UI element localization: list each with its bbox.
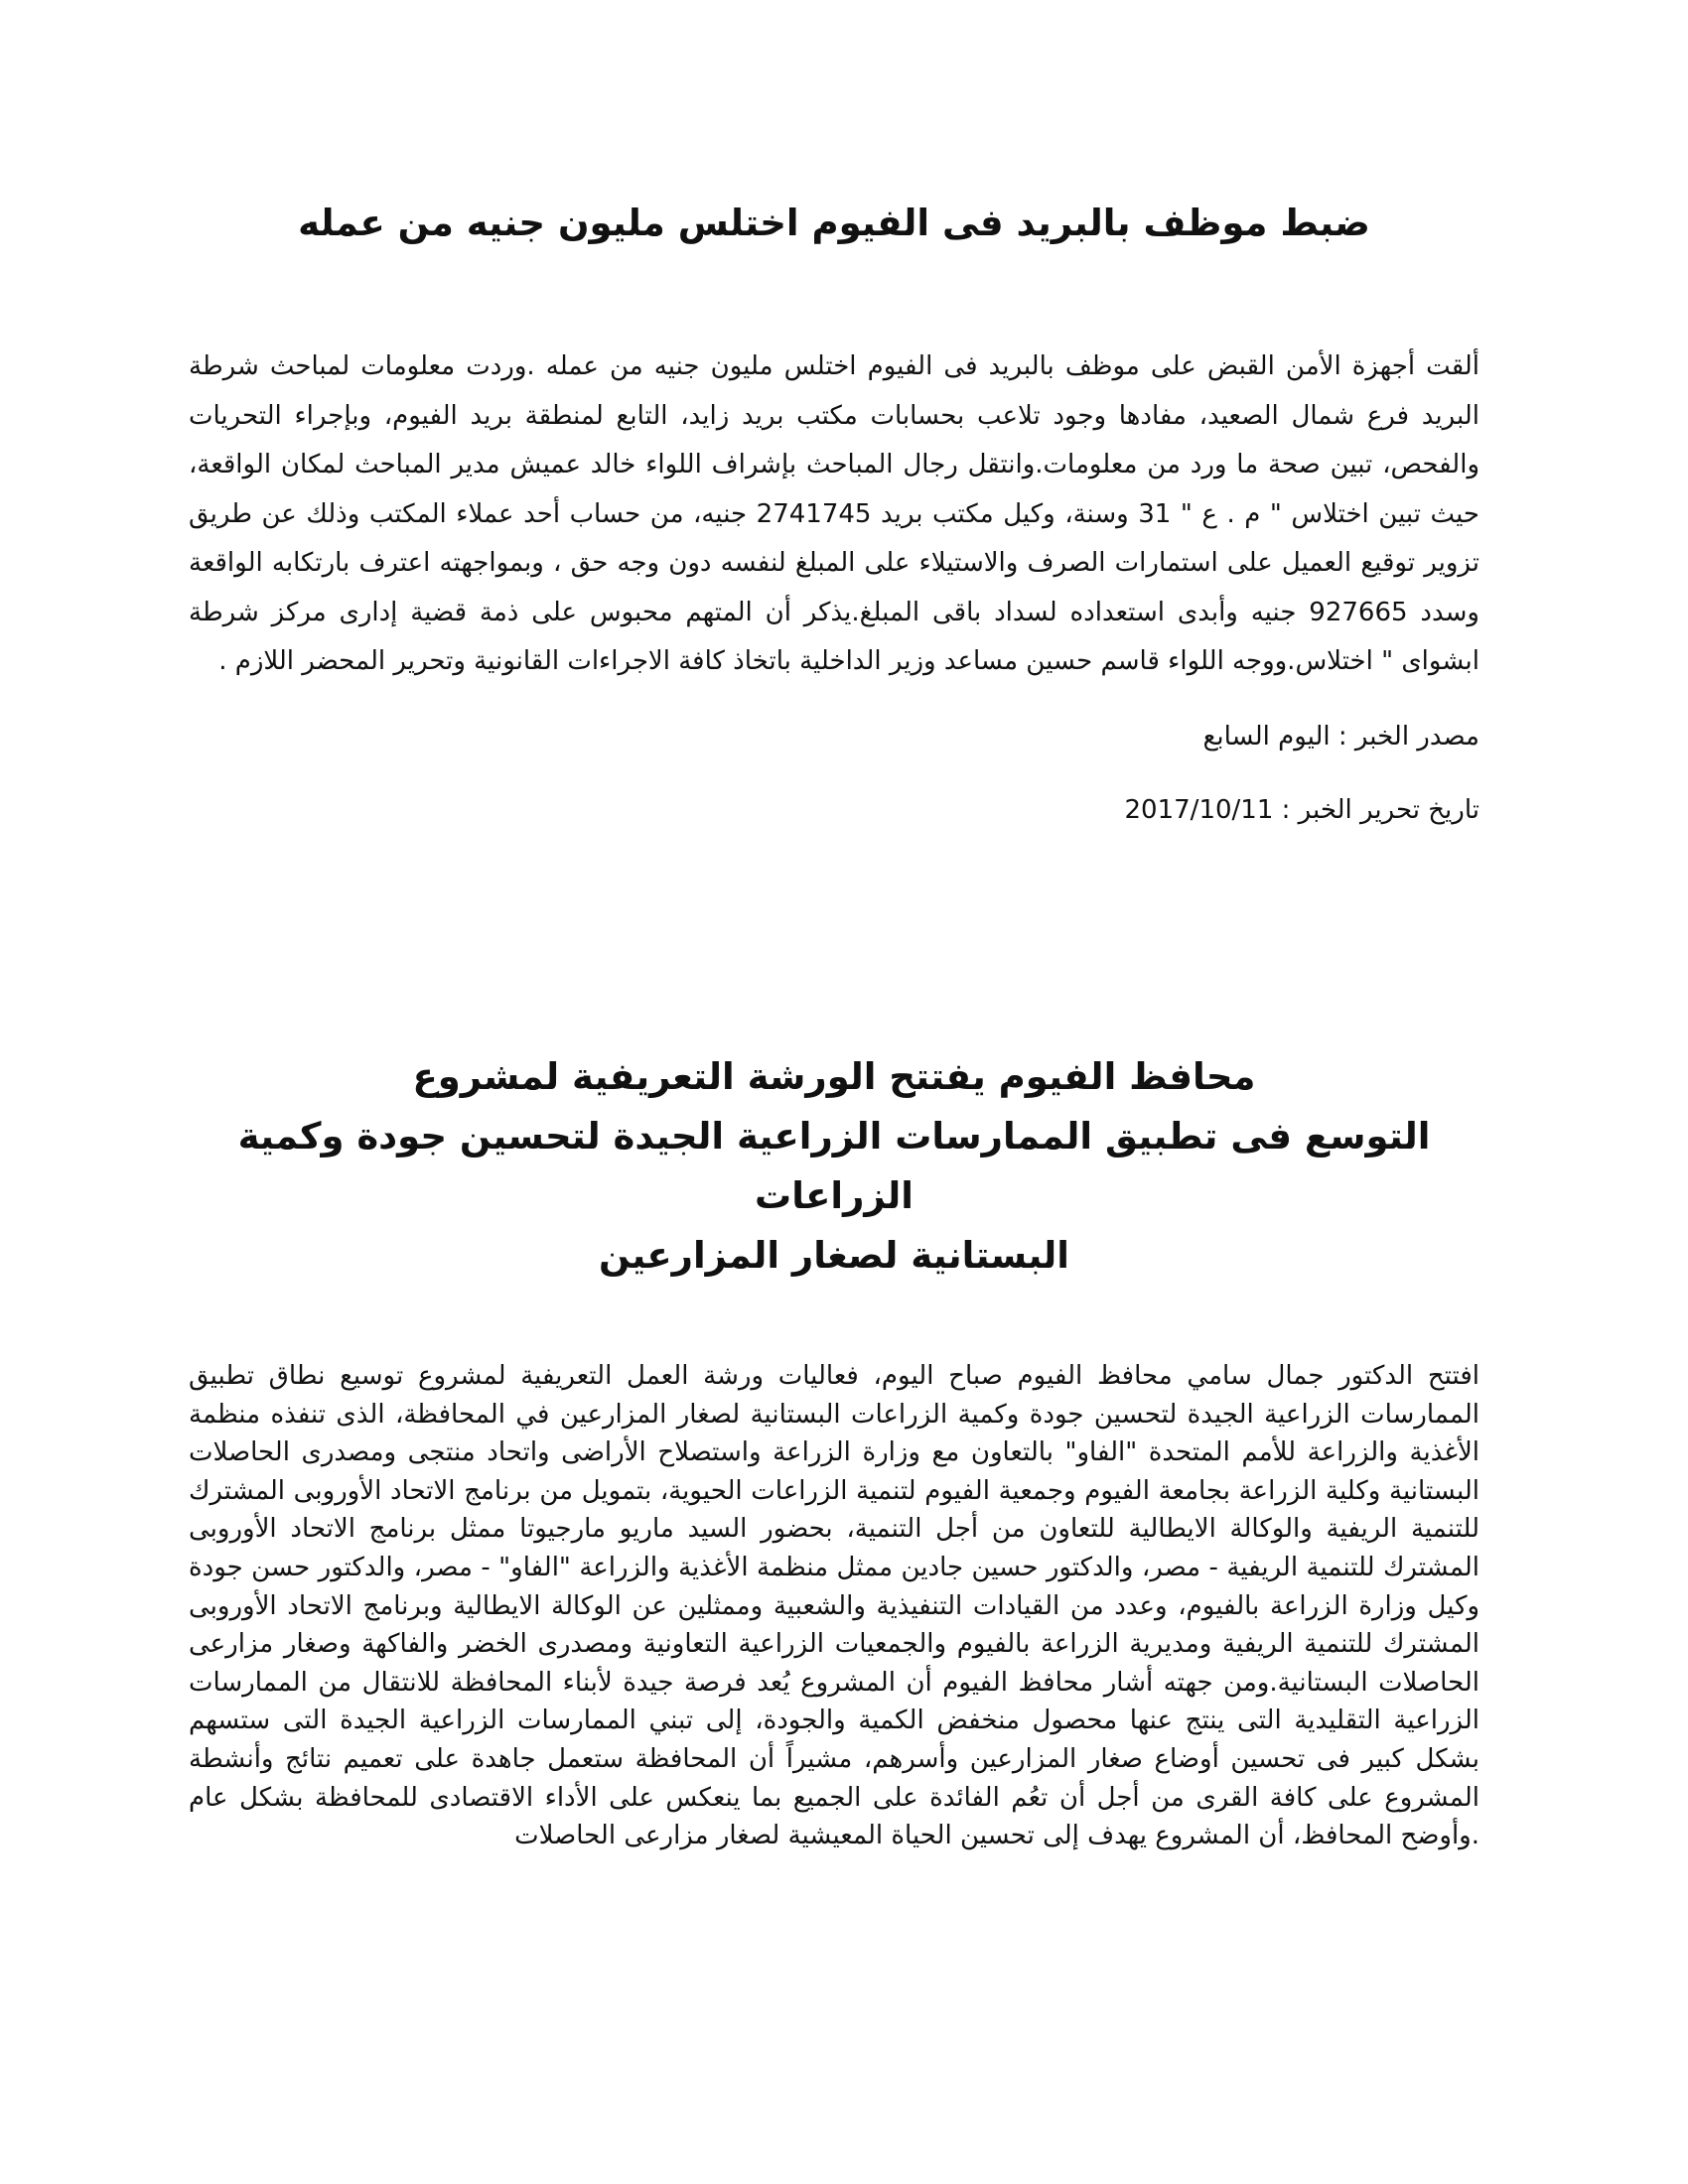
article-body: ألقت أجهزة الأمن القبض على موظف بالبريد فى الفيوم اختلس مليون جنيه من عمله .وردت معلومات لمباحث شرطة البريد فرع شمال الصعيد، مفادها وجود تلاعب بحسابات مكتب بريد زايد، التابع لمنطقة بريد الفيوم، وبإجراء التحريات والفحص، تبين صحة ما ورد من معلومات.وانتقل رجال المباحث بإشراف اللواء خالد عميش مدير المباحث لمكان الواقعة، حيث تبين اختلاس " م . ع " 31 وسنة، وكيل مكتب بريد 2741745 جنيه، من حساب أحد عملاء المكتب وذلك عن طريق تزوير توقيع العميل على استمارات الصرف والاستيلاء على المبلغ لنفسه دون وجه حق ، وبمواجهته اعترف بارتكابه الواقعة وسدد 927665 جنيه وأبدى استعداده لسداد باقى المبلغ.يذكر أن المتهم محبوس على ذمة قضية إدارى مركز شرطة ابشواى " اختلاس.ووجه اللواء قاسم حسين مساعد وزير الداخلية باتخاذ كافة الاجراءات القانونية وتحرير المحضر اللازم . — [189, 351, 1479, 676]
news-article-workshop — [189, 1047, 1479, 1855]
headline-line: البستانية لصغار المزارعين — [598, 1234, 1069, 1277]
article-date: تاريخ تحرير الخبر : 2017/10/11 — [1124, 794, 1479, 825]
article-source: مصدر الخبر : اليوم السابع — [1202, 721, 1479, 751]
article-headline — [189, 1047, 1479, 1286]
headline-line: التوسع فى تطبيق الممارسات الزراعية الجيدة لتحسين جودة وكمية الزراعات — [237, 1115, 1431, 1217]
news-article-embezzlement — [189, 194, 1479, 830]
article-body: افتتح الدكتور جمال سامي محافظ الفيوم صباح اليوم، فعاليات ورشة العمل التعريفية لمشروع توسيع نطاق تطبيق الممارسات الزراعية الجيدة لتحسين جودة وكمية الزراعات البستانية لصغار المزارعين في المحافظة، الذى تنفذه منظمة الأغذية والزراعة للأمم المتحدة "الفاو" بالتعاون مع وزارة الزراعة واستصلاح الأراضى واتحاد منتجى ومصدرى الحاصلات البستانية وكلية الزراعة بجامعة الفيوم وجمعية الفيوم لتنمية الزراعات الحيوية، بتمويل من برنامج الاتحاد الأوروبى المشترك للتنمية الريفية والوكالة الايطالية للتعاون من أجل التنمية، بحضور السيد ماريو مارجيوتا ممثل برنامج الاتحاد الأوروبى المشترك للتنمية الريفية - مصر، والدكتور حسين جادين ممثل منظمة الأغذية والزراعة "الفاو" - مصر، والدكتور حسن جودة وكيل وزارة الزراعة بالفيوم، وعدد من القيادات التنفيذية والشعبية وممثلين عن الوكالة الايطالية وبرنامج الاتحاد الأوروبى المشترك للتنمية الريفية ومديرية الزراعة بالفيوم والجمعيات الزراعية التعاونية ومصدرى الخضر والفاكهة وصغار مزارعى الحاصلات البستانية.ومن جهته أشار محافظ الفيوم أن المشروع يُعد فرصة جيدة لأبناء المحافظة للانتقال من الممارسات الزراعية التقليدية التى ينتج عنها محصول منخفض الكمية والجودة، إلى تبني الممارسات الزراعية الجيدة التى ستسهم بشكل كبير فى تحسين أوضاع صغار المزارعين وأسرهم، مشيراً أن المحافظة ستعمل جاهدة على تعميم نتائج وأنشطة المشروع على كافة القرى من أجل أن تعُم الفائدة على الجميع بما ينعكس على الأداء الاقتصادى للمحافظة بشكل عام .وأوضح المحافظ، أن المشروع يهدف إلى تحسين الحياة المعيشية لصغار مزارعى الحاصلات — [189, 1361, 1479, 1851]
headline-line: محافظ الفيوم يفتتح الورشة التعريفية لمشروع — [412, 1055, 1256, 1098]
article-headline: ضبط موظف بالبريد فى الفيوم اختلس مليون جنيه من عمله — [298, 202, 1370, 244]
